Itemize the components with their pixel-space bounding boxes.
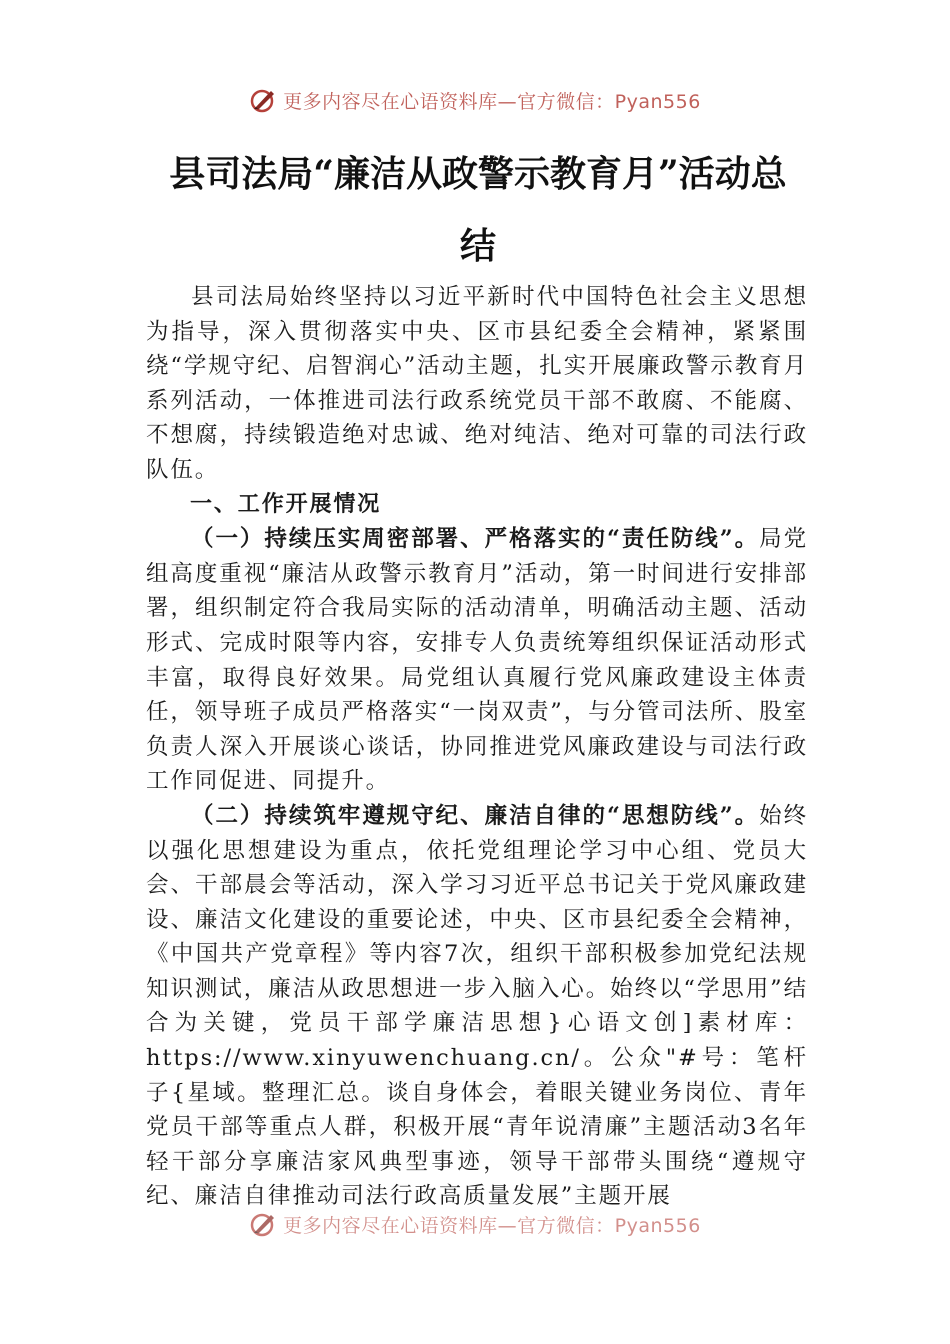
item2-paragraph bbox=[146, 799, 808, 1214]
watermark-text: 更多内容尽在心语资料库—官方微信：Pyan556 bbox=[283, 90, 701, 113]
item1-body: 局党组高度重视“廉洁从政警示教育月”活动，第一时间进行安排部署，组织制定符合我局实际的活动清单，明确活动主题、活动形式、完成时限等内容，安排专人负责统筹组织保证活动形式丰富，取得良好效果。局党组认真履行党风廉政建设主体责任，领导班子成员严格落实“一岗双责”，与分管司法所、股室负责人深入开展谈心谈话，协同推进党风廉政建设与司法行政工作同促进、同提升。 bbox=[146, 526, 808, 795]
item2-body: 始终以强化思想建设为重点，依托党组理论学习中心组、党员大会、干部晨会等活动，深入学习习近平总书记关于党风廉政建设、廉洁文化建设的重要论述，中央、区市县纪委全会精神，《中国共产党章程》等内容7次，组织干部积极参加党纪法规知识测试，廉洁从政思想进一步入脑入心。始终以“学思用”结合为关键，党员干部学廉洁思想}心语文创]素材库：https://www.xinyuwenchuang.cn/。公众"#号：笔杆子{星域。整理汇总。谈自身体会，着眼关键业务岗位、青年党员干部等重点人群，积极开展“青年说清廉”主题活动3名年轻干部分享廉洁家风典型事迹，领导干部带头围绕“遵规守纪、廉洁自律推动司法行政高质量发展”主题开展 bbox=[146, 802, 808, 1210]
item1-heading: （一）持续压实周密部署、严格落实的“责任防线”。 bbox=[191, 526, 760, 553]
brush-logo-icon bbox=[249, 86, 277, 114]
item1-paragraph bbox=[146, 522, 808, 799]
intro-paragraph: 县司法局始终坚持以习近平新时代中国特色社会主义思想为指导，深入贯彻落实中央、区市县纪委全会精神，紧紧围绕“学规守纪、启智润心”活动主题，扎实开展廉政警示教育月系列活动，一体推进司法行政系统党员干部不敢腐、不能腐、不想腐，持续锻造绝对忠诚、绝对纯洁、绝对可靠的司法行政队伍。 bbox=[146, 284, 808, 483]
document-title-line2: 结 bbox=[459, 225, 496, 267]
document-title-line1: 县司法局“廉洁从政警示教育月”活动总 bbox=[169, 153, 787, 195]
watermark-header bbox=[0, 86, 950, 114]
brush-logo-icon bbox=[249, 1210, 277, 1238]
section-heading: 一、工作开展情况 bbox=[190, 491, 382, 517]
watermark-footer bbox=[0, 1210, 950, 1238]
watermark-text: 更多内容尽在心语资料库—官方微信：Pyan556 bbox=[283, 1214, 701, 1237]
document-body bbox=[146, 280, 808, 1214]
item2-heading: （二）持续筑牢遵规守纪、廉洁自律的“思想防线”。 bbox=[191, 802, 760, 829]
